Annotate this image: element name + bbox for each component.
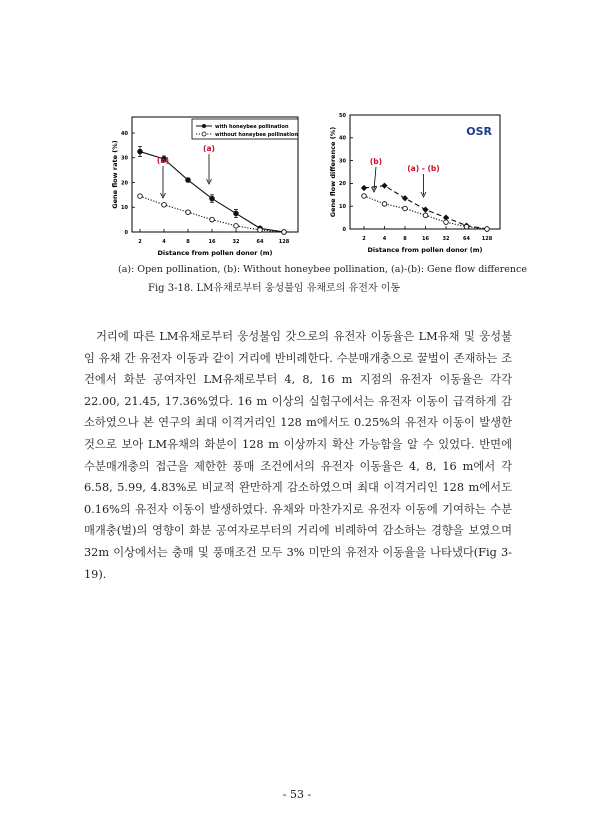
chart-left xyxy=(111,117,298,257)
annotation-b: (b) xyxy=(156,156,170,165)
data-point xyxy=(282,230,287,235)
figure-legend-caption: (a): Open pollination, (b): Without honeybee pollination, (a)-(b): Gene flow difference xyxy=(118,264,527,275)
body-text xyxy=(84,326,512,585)
y-tick-label: 20 xyxy=(121,180,128,187)
data-point xyxy=(403,206,408,211)
legend-label-2: without honeybee pollination xyxy=(215,132,298,138)
figure-area xyxy=(0,0,594,262)
data-point xyxy=(162,202,167,207)
page-number: - 53 - xyxy=(282,788,312,801)
annotation-a-minus-b: (a) - (b) xyxy=(407,164,440,173)
data-point xyxy=(138,149,143,154)
x-tick-label: 64 xyxy=(463,236,470,242)
legend-label-1: with honeybee pollination xyxy=(215,124,289,130)
x-tick-label: 4 xyxy=(382,236,387,242)
y-tick-label: 0 xyxy=(342,226,346,233)
data-point xyxy=(210,217,215,222)
x-tick-label: 64 xyxy=(256,239,264,245)
data-point xyxy=(423,213,428,218)
data-point xyxy=(402,195,408,201)
y-tick-label: 0 xyxy=(124,229,128,236)
x-tick-label: 128 xyxy=(481,236,493,242)
x-tick-label: 2 xyxy=(362,236,366,242)
data-point xyxy=(258,228,263,233)
data-point xyxy=(234,211,239,216)
data-point xyxy=(186,210,191,215)
x-tick-label: 2 xyxy=(138,239,142,245)
y-tick-label: 50 xyxy=(339,112,346,119)
x-axis-label: Distance from pollen donor (m) xyxy=(157,249,273,257)
data-point xyxy=(210,196,215,201)
data-point xyxy=(444,220,449,225)
chart-right xyxy=(329,113,500,254)
x-tick-label: 8 xyxy=(403,236,407,242)
legend-marker-2 xyxy=(202,132,206,136)
annotation-b: (b) xyxy=(369,157,383,166)
y-axis-label: Gene flow difference (%) xyxy=(329,126,337,218)
data-point xyxy=(186,178,191,183)
chart-title-osr: OSR xyxy=(466,125,492,138)
y-tick-label: 40 xyxy=(339,135,346,142)
data-point xyxy=(138,194,143,199)
x-axis-label: Distance from pollen donor (m) xyxy=(367,246,483,254)
y-tick-label: 10 xyxy=(121,205,128,212)
y-tick-label: 40 xyxy=(121,130,128,137)
data-point xyxy=(422,207,428,213)
y-tick-label: 30 xyxy=(121,155,128,162)
y-tick-label: 30 xyxy=(339,158,346,165)
data-point xyxy=(234,224,239,229)
data-point xyxy=(485,227,490,232)
x-tick-label: 16 xyxy=(422,236,429,242)
y-tick-label: 10 xyxy=(339,204,346,210)
data-point xyxy=(464,224,469,229)
body-paragraph: 거리에 따른 LM유채로부터 웅성불임 갓으로의 유전자 이동율은 LM유채 및 웅성불임 유채 간 유전자 이동과 같이 거리에 반비례한다. 수분매개충으로 꿀벌이 존재하는 조건에서 화분 공여자인 LM유채로부터 4, 8, 16 m 지점의 유전자 이동율은 각각 22.00, 21.45, 17.36%였다. 16 m 이상의 실험구에서는 유전자 이동이 급격하게 감소하였으나 본 연구의 최대 이격거리인 128 m에서도 0.25%의 유전자 이동이 발생한 것으로 보아 LM유채의 화분이 128 m 이상까지 확산 가능함을 알 수 있었다. 반면에 수분매개충의 접근을 제한한 풍매 조건에서의 유전자 이동율은 4, 8, 16 m에서 각 6.58, 5.99, 4.83%로 비교적 완만하게 감소하였으며 최대 이격거리인 128 m에서도 0.16%의 유전자 이동이 발생하였다. 유채와 마찬가지로 유전자 이동에 기여하는 수분매개충(벌)의 영향이 화분 공여자로부터의 거리에 비례하여 감소하는 경향을 보였으며 32m 이상에서는 충매 및 풍매조건 모두 3% 미만의 유전자 이동율을 나타냈다(Fig 3-19). xyxy=(84,330,512,581)
data-point xyxy=(362,194,367,199)
y-axis-label: Gene flow rate (%) xyxy=(111,140,119,209)
x-tick-label: 16 xyxy=(208,239,216,245)
x-tick-label: 128 xyxy=(278,239,290,245)
data-point xyxy=(361,185,367,191)
x-tick-label: 32 xyxy=(232,239,240,245)
figure-title: Fig 3-18. LM유채로부터 웅성불임 유채로의 유전자 이동 xyxy=(148,283,401,294)
y-tick-label: 20 xyxy=(339,181,346,188)
data-point xyxy=(382,202,387,207)
data-point xyxy=(381,183,387,189)
annotation-a: (a) xyxy=(203,144,215,153)
x-tick-label: 8 xyxy=(186,239,190,245)
x-tick-label: 32 xyxy=(442,236,450,242)
x-tick-label: 4 xyxy=(162,239,166,245)
legend-marker-1 xyxy=(202,124,206,128)
